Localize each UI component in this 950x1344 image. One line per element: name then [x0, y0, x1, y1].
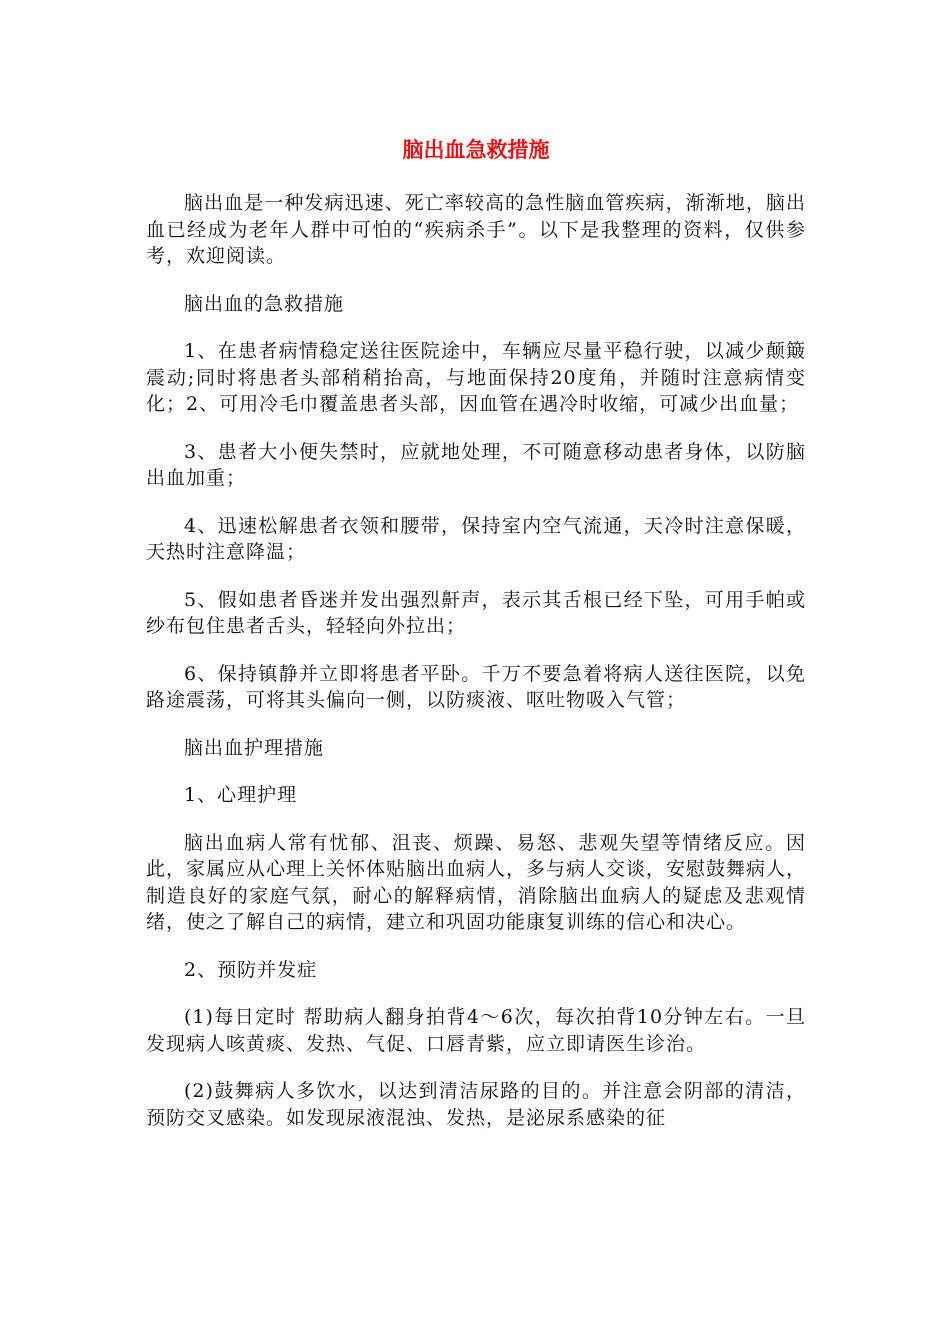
paragraph-complication-2: (2)鼓舞病人多饮水，以达到清洁尿路的目的。并注意会阴部的清洁，预防交叉感染。如发现尿液混浊、发热，是泌尿系感染的征 [146, 1080, 806, 1129]
document-page [146, 132, 806, 1152]
paragraph-complication-1: (1)每日定时 帮助病人翻身拍背4～6次，每次拍背10分钟左右。一旦发现病人咳黄痰、发热、气促、口唇青紫，应立即请医生诊治。 [146, 1006, 806, 1055]
heading-complications: 2、预防并发症 [184, 958, 318, 981]
document-title: 脑出血急救措施 [402, 138, 550, 162]
heading-nursing: 脑出血护理措施 [184, 736, 325, 759]
heading-psych-care: 1、心理护理 [184, 784, 298, 806]
paragraph-psych-care: 脑出血病人常有忧郁、沮丧、烦躁、易怒、悲观失望等情绪反应。因此，家属应从心理上关怀体贴脑出血病人，多与病人交谈，安慰鼓舞病人，制造良好的家庭气氛，耐心的解释病情，消除脑出血病人的疑虑及悲观情绪，使之了解自己的病情，建立和巩固功能康复训练的信心和决心。 [146, 831, 807, 933]
paragraph-step-5: 5、假如患者昏迷并发出强烈鼾声，表示其舌根已经下坠，可用手帕或纱布包住患者舌头，轻轻向外拉出； [146, 588, 806, 637]
paragraph-intro: 脑出血是一种发病迅速、死亡率较高的急性脑血管疾病，渐渐地，脑出血已经成为老年人群中可怕的“疾病杀手”。以下是我整理的资料，仅供参考，欢迎阅读。 [146, 192, 806, 267]
paragraph-step-1-2: 1、在患者病情稳定送往医院途中，车辆应尽量平稳行驶，以减少颠簸震动;同时将患者头部稍稍抬高，与地面保持20度角，并随时注意病情变化；2、可用冷毛巾覆盖患者头部，因血管在遇冷时收缩，可减少出血量； [146, 340, 806, 415]
paragraph-step-4: 4、迅速松解患者衣领和腰带，保持室内空气流通，天冷时注意保暖，天热时注意降温； [146, 514, 806, 563]
paragraph-step-3: 3、患者大小便失禁时，应就地处理，不可随意移动患者身体，以防脑出血加重； [146, 440, 806, 489]
paragraph-step-6: 6、保持镇静并立即将患者平卧。千万不要急着将病人送往医院，以免路途震荡，可将其头偏向一侧，以防痰液、呕吐物吸入气管； [146, 662, 806, 711]
heading-first-aid: 脑出血的急救措施 [184, 292, 345, 315]
